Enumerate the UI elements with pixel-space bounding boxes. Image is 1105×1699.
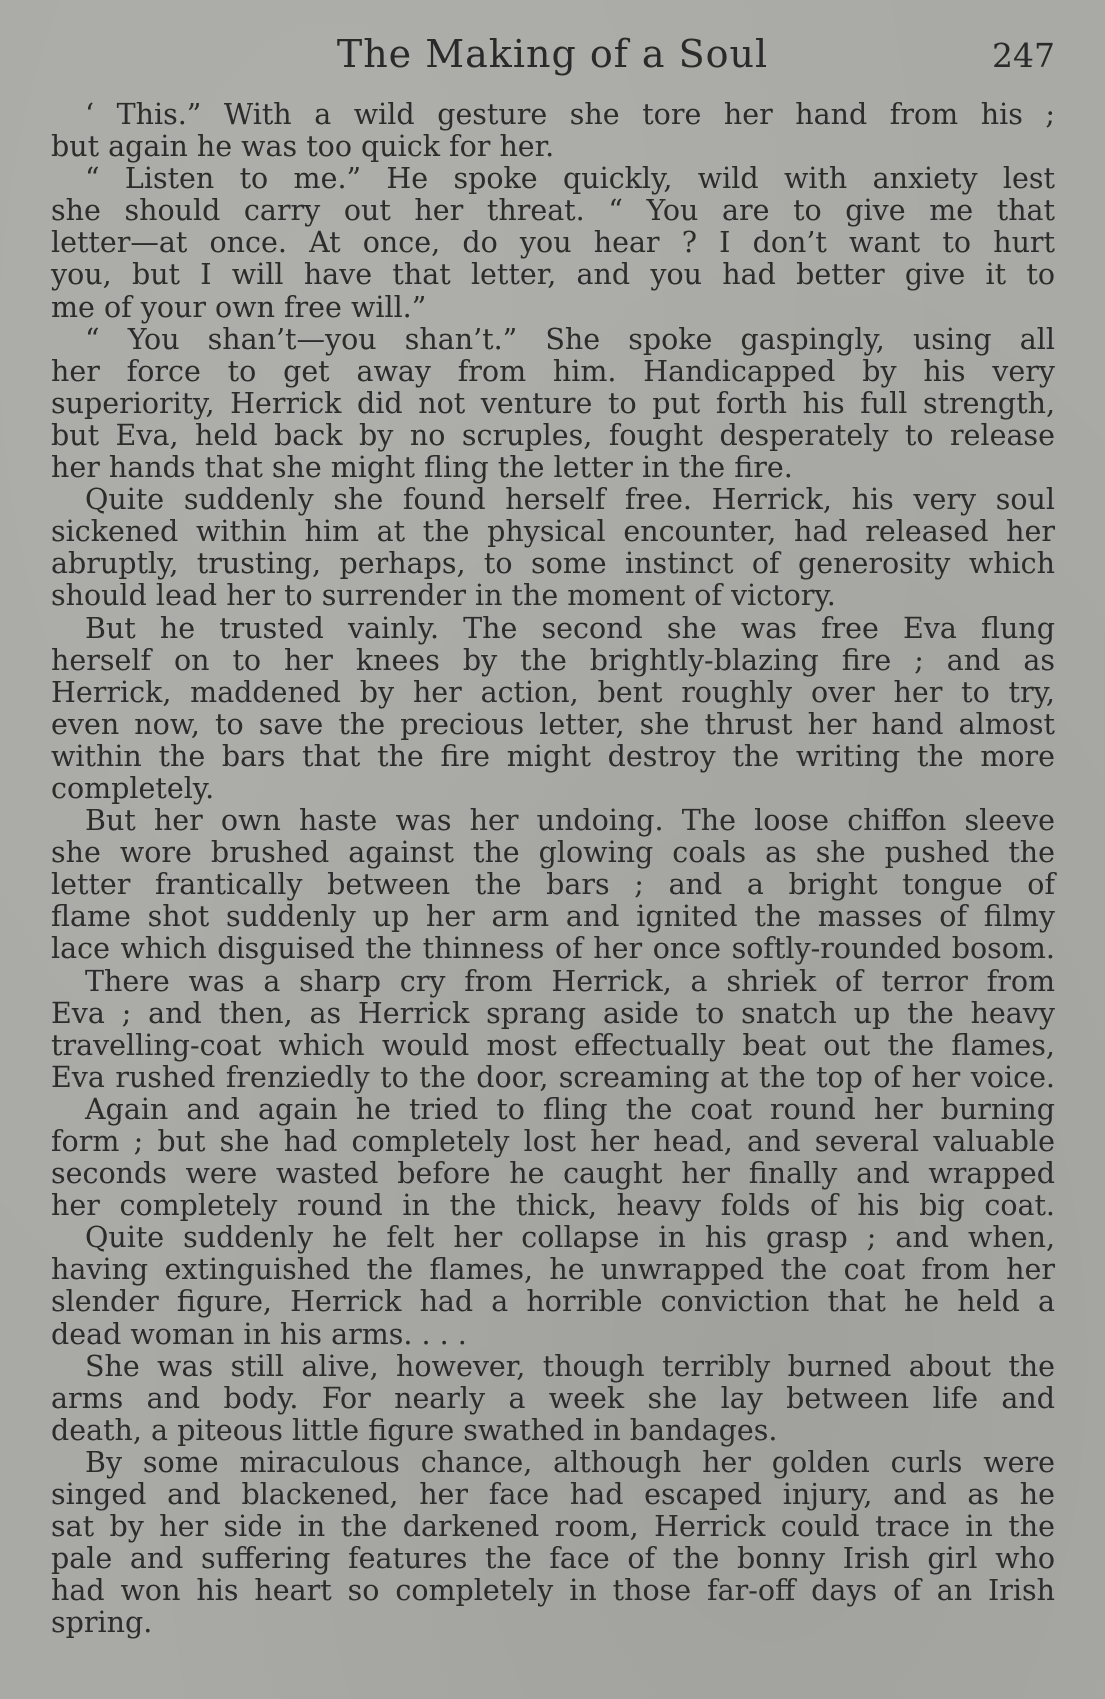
text-line: dead woman in his arms. . . . xyxy=(51,1317,467,1351)
text-line: completely. xyxy=(51,771,215,805)
text-line: lace which disguised the thinness of her once softly-rounded bosom. xyxy=(51,932,1055,966)
text-line: death, a piteous little figure swathed in bandages. xyxy=(51,1413,778,1447)
text-line: “ Listen to me.” He spoke quickly, wild with anxiety lest xyxy=(85,162,1055,196)
text-line: she should carry out her threat. “ You are to give me that xyxy=(51,194,1055,228)
text-line: Eva rushed frenziedly to the door, screaming at the top of her voice. xyxy=(51,1060,1055,1094)
text-line: flame shot suddenly up her arm and ignited the masses of filmy xyxy=(51,900,1055,934)
text-line: letter—at once. At once, do you hear ? I don’t want to hurt xyxy=(51,226,1055,260)
text-line: Eva ; and then, as Herrick sprang aside to snatch up the heavy xyxy=(51,996,1055,1030)
text-line: But he trusted vainly. The second she was free Eva flung xyxy=(85,611,1055,645)
text-line: herself on to her knees by the brightly-blazing fire ; and as xyxy=(51,643,1055,677)
text-line: “ You shan’t—you shan’t.” She spoke gaspingly, using all xyxy=(85,322,1055,356)
text-line: but again he was too quick for her. xyxy=(51,130,555,164)
text-line: By some miraculous chance, although her golden curls were xyxy=(85,1445,1055,1479)
text-line: had won his heart so completely in those far-off days of an Irish xyxy=(51,1574,1055,1608)
text-line: sat by her side in the darkened room, Herrick could trace in the xyxy=(51,1510,1055,1544)
text-line: her hands that she might fling the letter in the fire. xyxy=(51,451,793,485)
text-line: Quite suddenly she found herself free. Herrick, his very soul xyxy=(85,483,1055,517)
text-line: her force to get away from him. Handicapped by his very xyxy=(51,354,1055,388)
text-line: seconds were wasted before he caught her finally and wrapped xyxy=(51,1157,1055,1191)
text-line: singed and blackened, her face had escaped injury, and as he xyxy=(51,1478,1055,1512)
text-line: superiority, Herrick did not venture to put forth his full strength, xyxy=(51,386,1055,420)
running-title: The Making of a Soul xyxy=(336,32,769,76)
text-line: she wore brushed against the glowing coals as she pushed the xyxy=(51,836,1055,870)
body-text xyxy=(51,99,1055,1640)
text-line: having extinguished the flames, he unwrapped the coat from her xyxy=(51,1253,1055,1287)
text-line: Quite suddenly he felt her collapse in his grasp ; and when, xyxy=(85,1221,1055,1255)
text-line: you, but I will have that letter, and you had better give it to xyxy=(51,258,1055,292)
running-head xyxy=(50,32,1055,82)
text-line: her completely round in the thick, heavy folds of his big coat. xyxy=(51,1189,1055,1223)
text-line: She was still alive, however, though terribly burned about the xyxy=(85,1349,1055,1383)
text-line: letter frantically between the bars ; and a bright tongue of xyxy=(51,868,1055,902)
text-line: ‘ This.” With a wild gesture she tore her hand from his ; xyxy=(85,98,1055,131)
text-line: pale and suffering features the face of the bonny Irish girl who xyxy=(51,1542,1055,1576)
text-line: me of your own free will.” xyxy=(51,290,427,324)
text-line: But her own haste was her undoing. The loose chiffon sleeve xyxy=(85,804,1055,838)
text-line: Again and again he tried to fling the coat round her burning xyxy=(85,1092,1055,1126)
text-line: slender figure, Herrick had a horrible conviction that he held a xyxy=(51,1285,1055,1319)
text-line: There was a sharp cry from Herrick, a shriek of terror from xyxy=(85,964,1055,998)
page-number: 247 xyxy=(992,36,1055,75)
text-line: arms and body. For nearly a week she lay between life and xyxy=(51,1381,1055,1415)
text-line: form ; but she had completely lost her head, and several valuable xyxy=(51,1125,1055,1158)
text-line: travelling-coat which would most effectually beat out the flames, xyxy=(51,1028,1055,1062)
text-line: but Eva, held back by no scruples, fought desperately to release xyxy=(51,418,1055,452)
text-line: abruptly, trusting, perhaps, to some instinct of generosity which xyxy=(51,547,1055,581)
text-line: even now, to save the precious letter, she thrust her hand almost xyxy=(51,707,1055,741)
text-line: within the bars that the fire might destroy the writing the more xyxy=(51,739,1055,773)
text-line: should lead her to surrender in the moment of victory. xyxy=(51,579,836,613)
text-line: Herrick, maddened by her action, bent roughly over her to try, xyxy=(51,675,1055,709)
text-line: sickened within him at the physical encounter, had released her xyxy=(51,515,1055,549)
text-line: spring. xyxy=(51,1606,153,1640)
